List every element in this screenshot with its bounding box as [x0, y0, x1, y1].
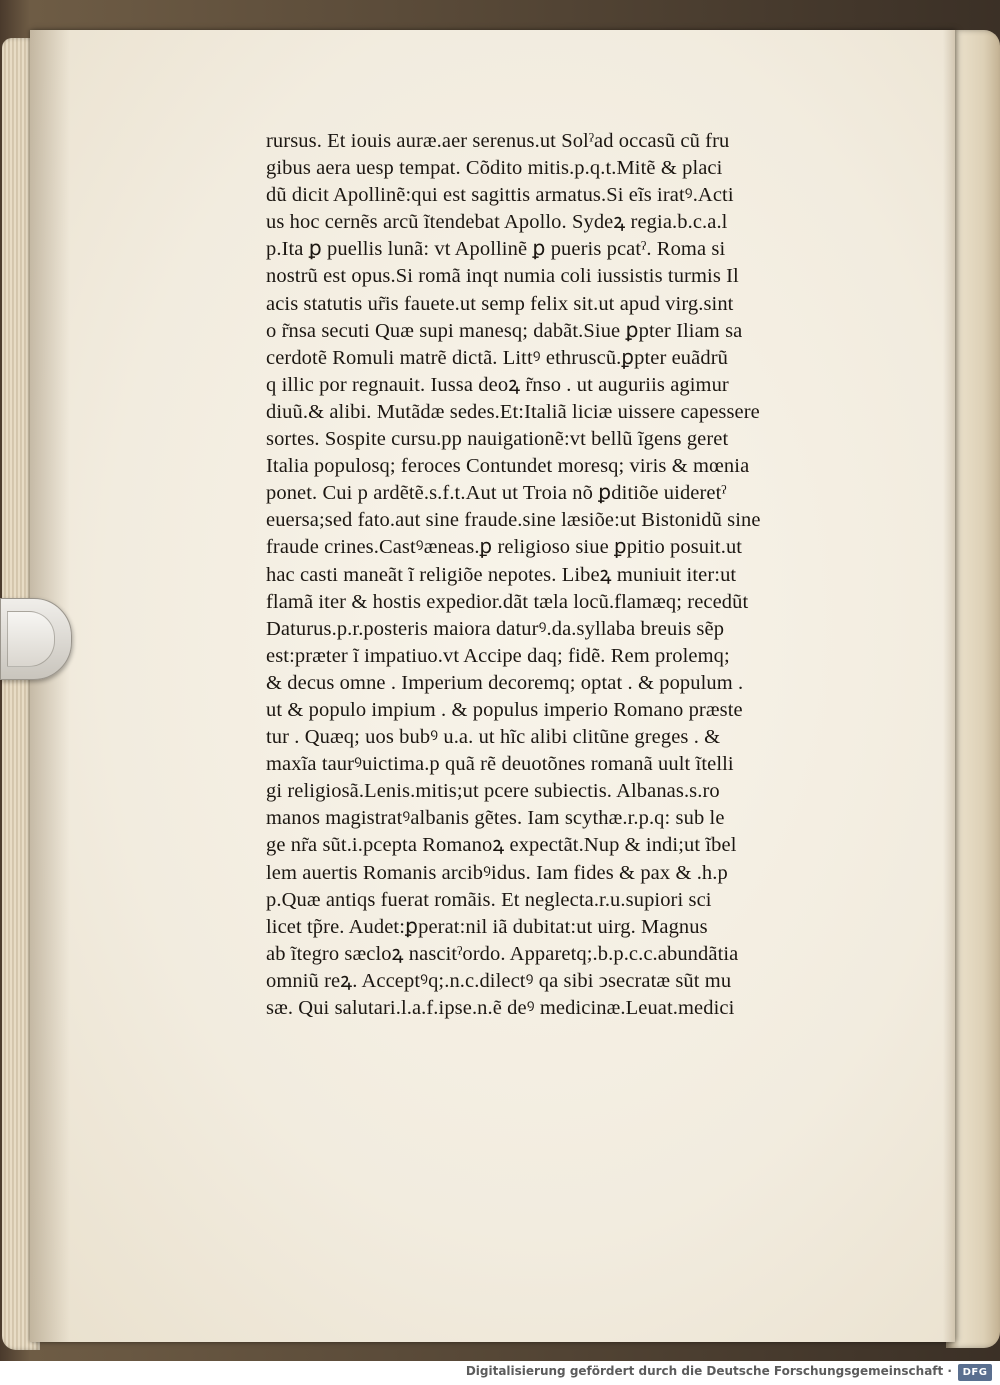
text-line: acis statutis ur̃is fauete.ut semp felix sit.ut apud virg.sint: [266, 292, 734, 315]
text-line: flamã iter & hostis expedior.dãt tæla locũ.flamæq; recedũt: [266, 590, 749, 613]
text-line: gi religiosã.Lenis.mitis;ut pcere subiectis. Albanas.s.ro: [266, 780, 720, 803]
text-line: Daturus.p.r.posteris maiora daturꝰ.da.syllaba breuis sẽp: [266, 617, 725, 640]
gutter-shadow: [30, 30, 70, 1342]
page-clip-inner: [7, 611, 55, 667]
funding-credit: Digitalisierung gefördert durch die Deutsche Forschungsgemeinschaft ·: [465, 1364, 952, 1378]
text-line: us hoc cernẽs arcũ ĩtendebat Apollo. Sydeꝝ regia.b.c.a.l: [266, 211, 728, 234]
text-line: hac casti maneãt ĩ religiõe nepotes. Libeꝝ muniuit iter:ut: [266, 563, 737, 586]
text-line: o r̃nsa secuti Quæ supi manesq; dabãt.Siue ꝑpter Iliam sa: [266, 319, 743, 342]
text-line: tur . Quæq; uos bubꝰ u.a. ut hĩc alibi clitũne greges . &: [266, 726, 721, 749]
text-line: ge nr̃a sũt.i.pcepta Romanoꝝ expectãt.Nup & indi;ut ĩbel: [266, 834, 737, 857]
text-line: q illic por regnauit. Iussa deoꝝ r̃nso . ut auguriis agimur: [266, 373, 729, 396]
dfg-logo: DFG: [958, 1364, 992, 1381]
text-line: dũ dicit Apollinẽ:qui est sagittis armatus.Si eĩs iratꝰ.Acti: [266, 184, 734, 207]
text-line: lem auertis Romanis arcibꝰidus. Iam fides & pax & .h.p: [266, 861, 728, 884]
book-page: [30, 30, 955, 1342]
text-line: nostrũ est opus.Si romã inqt numia coli iussistis turmis Il: [266, 265, 739, 288]
text-line: sortes. Sospite cursu.pp nauigationẽ:vt bellũ ĩgens geret: [266, 428, 729, 451]
text-line: ponet. Cui p ardẽtẽ.s.f.t.Aut ut Troia nõ ꝑditiõe uideretˀ: [266, 482, 727, 505]
text-line: fraude crines.Castꝰæneas.ꝑ religioso siue ꝑpitio posuit.ut: [266, 536, 743, 559]
text-line: euersa;sed fato.aut sine fraude.sine læsiõe:ut Bistonidũ sine: [266, 509, 761, 532]
page-clip: [0, 598, 72, 680]
page-edge-shadow: [943, 30, 955, 1342]
text-line: rursus. Et iouis auræ.aer serenus.ut Solˀad occasũ cũ fru: [266, 130, 730, 152]
text-line: diuũ.& alibi. Mutãdæ sedes.Et:Italiã liciæ uissere capessere: [266, 400, 760, 423]
text-line: Italia populosq; feroces Contundet moresq; viris & mœnia: [266, 455, 750, 478]
text-line: sæ. Qui salutari.l.a.f.ipse.n.ẽ deꝰ medicinæ.Leuat.medici: [266, 997, 735, 1019]
text-line: manos magistratꝰalbanis gẽtes. Iam scythæ.r.p.q: sub le: [266, 807, 725, 830]
text-line: gibus aera uesp tempat. Cõdito mitis.p.q.t.Mitẽ & placi: [266, 157, 723, 180]
text-line: p.Ita ꝑ puellis lunã: vt Apollinẽ ꝑ pueris pcatˀ. Roma si: [266, 238, 726, 261]
footer-bar: [0, 1361, 1000, 1385]
text-line: & decus omne . Imperium decoremq; optat . & populum .: [266, 671, 744, 694]
text-line: licet tp̃re. Audet:ꝑperat:nil iã dubitat:ut uirg. Magnus: [266, 915, 708, 938]
text-line: omniũ reꝝ. Acceptꝰq;.n.c.dilectꝰ qa sibi ↄsecratæ sũt mu: [266, 969, 732, 992]
text-line: p.Quæ antiqs fuerat romãis. Et neglecta.r.u.supiori sci: [266, 888, 712, 911]
text-line: est:præter ĩ impatiuo.vt Accipe daq; fidẽ. Rem prolemq;: [266, 644, 730, 667]
text-line: maxĩa taurꝰuictima.p quã rẽ deuotõnes romanã uult ĩtelli: [266, 753, 734, 776]
text-line: ab ĩtegro sæcloꝝ nascitˀordo. Apparetq;.b.p.c.c.abundãtia: [266, 942, 739, 965]
text-block: [266, 128, 866, 1022]
text-line: cerdotẽ Romuli matrẽ dictã. Littꝰ ethruscũ.ꝑpter euãdrũ: [266, 346, 728, 369]
text-line: ut & populo impium . & populus imperio Romano præste: [266, 698, 743, 721]
